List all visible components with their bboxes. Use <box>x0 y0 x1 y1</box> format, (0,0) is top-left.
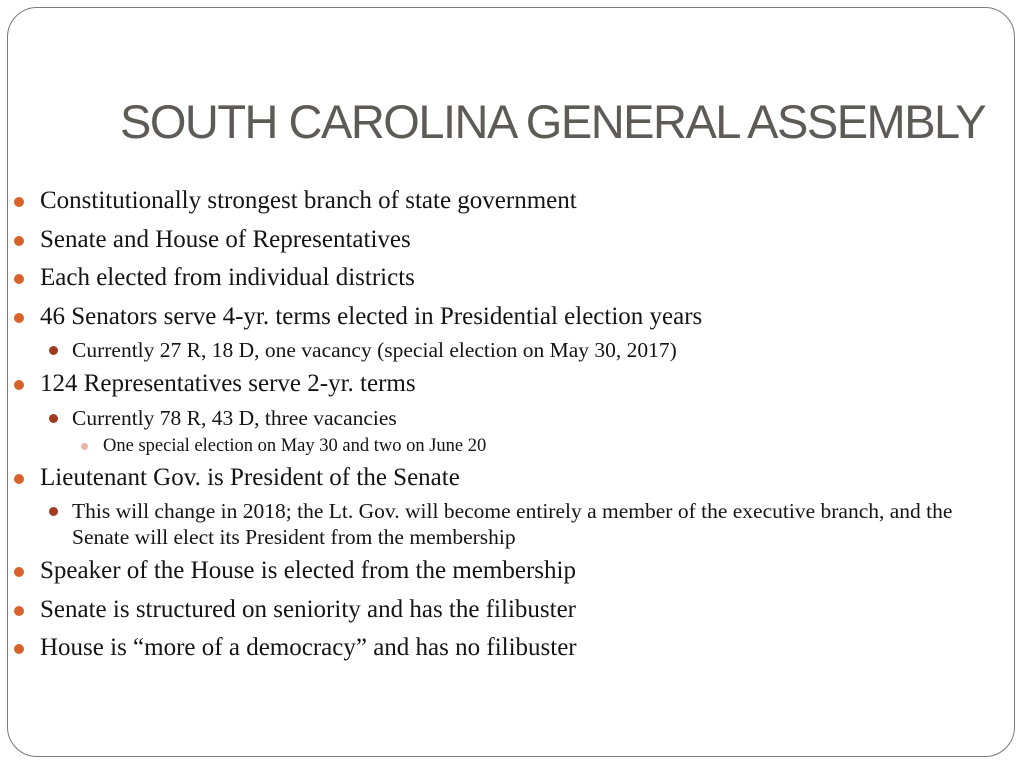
bullet-text: Speaker of the House is elected from the membership <box>40 557 576 584</box>
bullet-item <box>0 369 1010 399</box>
bullet-item <box>0 595 1010 625</box>
bullet-dot-icon <box>14 313 24 323</box>
sub-bullet-dot-icon <box>49 414 58 423</box>
bullet-item <box>0 463 1010 493</box>
bullet-item <box>0 633 1010 663</box>
bullet-dot-icon <box>14 236 24 246</box>
sub-bullet-dot-icon <box>49 346 58 355</box>
bullet-item <box>0 263 1010 293</box>
sub-bullet-dot-icon <box>49 507 58 516</box>
slide-title: SOUTH CAROLINA GENERAL ASSEMBLY <box>120 95 986 148</box>
bullet-list <box>0 186 1010 672</box>
sub-bullet-text: Currently 78 R, 43 D, three vacancies <box>72 405 397 430</box>
bullet-item <box>0 302 1010 332</box>
sub-bullet-item <box>0 337 1010 363</box>
sub-bullet-text: This will change in 2018; the Lt. Gov. will become entirely a member of the executive branch, and the Senate will elect its President from the membership <box>72 499 953 549</box>
bullet-dot-icon <box>14 644 24 654</box>
bullet-dot-icon <box>14 606 24 616</box>
bullet-text: 124 Representatives serve 2-yr. terms <box>40 370 416 397</box>
bullet-text: House is “more of a democracy” and has no filibuster <box>40 634 577 661</box>
bullet-dot-icon <box>14 274 24 284</box>
sub-sub-bullet-dot-icon <box>81 443 88 450</box>
bullet-dot-icon <box>14 567 24 577</box>
bullet-text: Lieutenant Gov. is President of the Senate <box>40 463 460 491</box>
bullet-item <box>0 556 1010 586</box>
bullet-text: Senate is structured on seniority and has the filibuster <box>40 595 576 623</box>
bullet-text: Senate and House of Representatives <box>40 225 411 253</box>
bullet-dot-icon <box>14 474 24 484</box>
bullet-dot-icon <box>14 197 24 207</box>
bullet-text: Each elected from individual districts <box>40 264 415 291</box>
sub-bullet-text: Currently 27 R, 18 D, one vacancy (special election on May 30, 2017) <box>72 338 677 362</box>
bullet-item <box>0 225 1010 255</box>
sub-bullet-item <box>0 498 1010 550</box>
bullet-text: 46 Senators serve 4-yr. terms elected in Presidential election years <box>40 302 703 330</box>
sub-sub-bullet-text: One special election on May 30 and two on June 20 <box>103 435 487 456</box>
bullet-text: Constitutionally strongest branch of state government <box>40 187 577 214</box>
bullet-item <box>0 186 1010 216</box>
bullet-dot-icon <box>14 380 24 390</box>
sub-sub-bullet-item <box>0 435 1010 457</box>
sub-bullet-item <box>0 405 1010 431</box>
